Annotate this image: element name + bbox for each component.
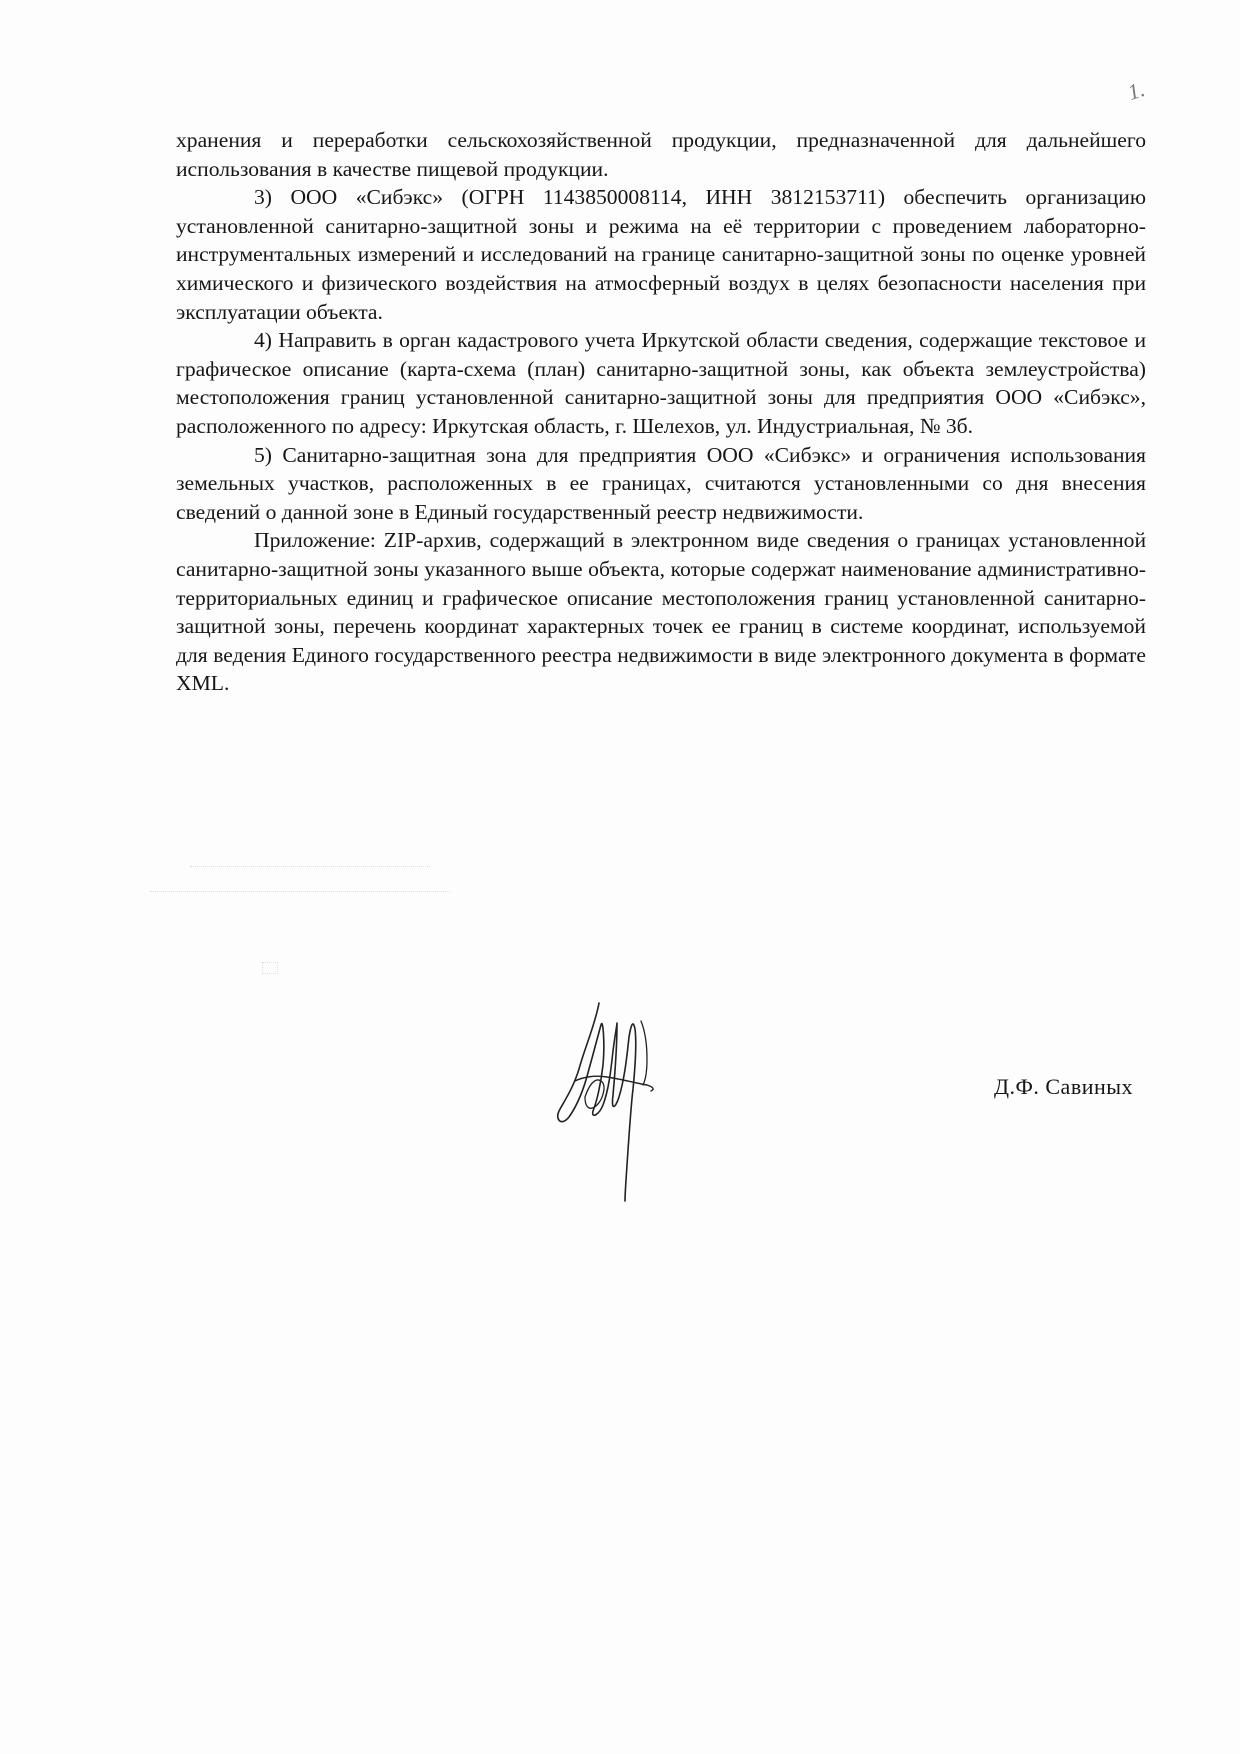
paragraph-continuation: хранения и переработки сельскохозяйственной продукции, предназначенной для дальнейшего использования в качестве пищевой продукции. bbox=[176, 128, 1146, 181]
page-mark: 1. bbox=[1124, 76, 1148, 105]
paragraph-item-5: 5) Санитарно-защитная зона для предприятия ООО «Сибэкс» и ограничения использования земельных участков, расположенных в ее границах, считаются установленными со дня внесения сведений о данной зоне в Единый государственный реестр недвижимости. bbox=[176, 442, 1146, 524]
show-through-marks bbox=[150, 848, 450, 974]
document-body bbox=[176, 126, 1146, 698]
signer-name: Д.Ф. Савиных bbox=[994, 1074, 1134, 1099]
handwritten-signature bbox=[555, 985, 665, 1205]
paragraph-item-4: 4) Направить в орган кадастрового учета Иркутской области сведения, содержащие текстовое и графическое описание (карта-схема (план) санитарно-защитной зоны, как объекта землеустройства) местоположения границ установленной санитарно-защитной зоны для предприятия ООО «Сибэкс», расположенного по адресу: Иркутская область, г. Шелехов, ул. Индустриальная, № 3б. bbox=[176, 328, 1146, 438]
paragraph-attachment: Приложение: ZIP-архив, содержащий в электронном виде сведения о границах установленной санитарно-защитной зоны указанного выше объекта, которые содержат наименование административно-территориальных единиц и графическое описание местоположения границ установленной санитарно-защитной зоны, перечень координат характерных точек ее границ в системе координат, используемой для ведения Единого государственного реестра недвижимости в виде электронного документа в формате XML. bbox=[176, 528, 1146, 696]
paragraph-item-3: 3) ООО «Сибэкс» (ОГРН 1143850008114, ИНН 3812153711) обеспечить организацию установленной санитарно-защитной зоны и режима на её территории с проведением лабораторно-инструментальных измерений и исследований на границе санитарно-защитной зоны по оценке уровней химического и физического воздействия на атмосферный воздух в целях безопасности населения при эксплуатации объекта. bbox=[176, 185, 1146, 324]
